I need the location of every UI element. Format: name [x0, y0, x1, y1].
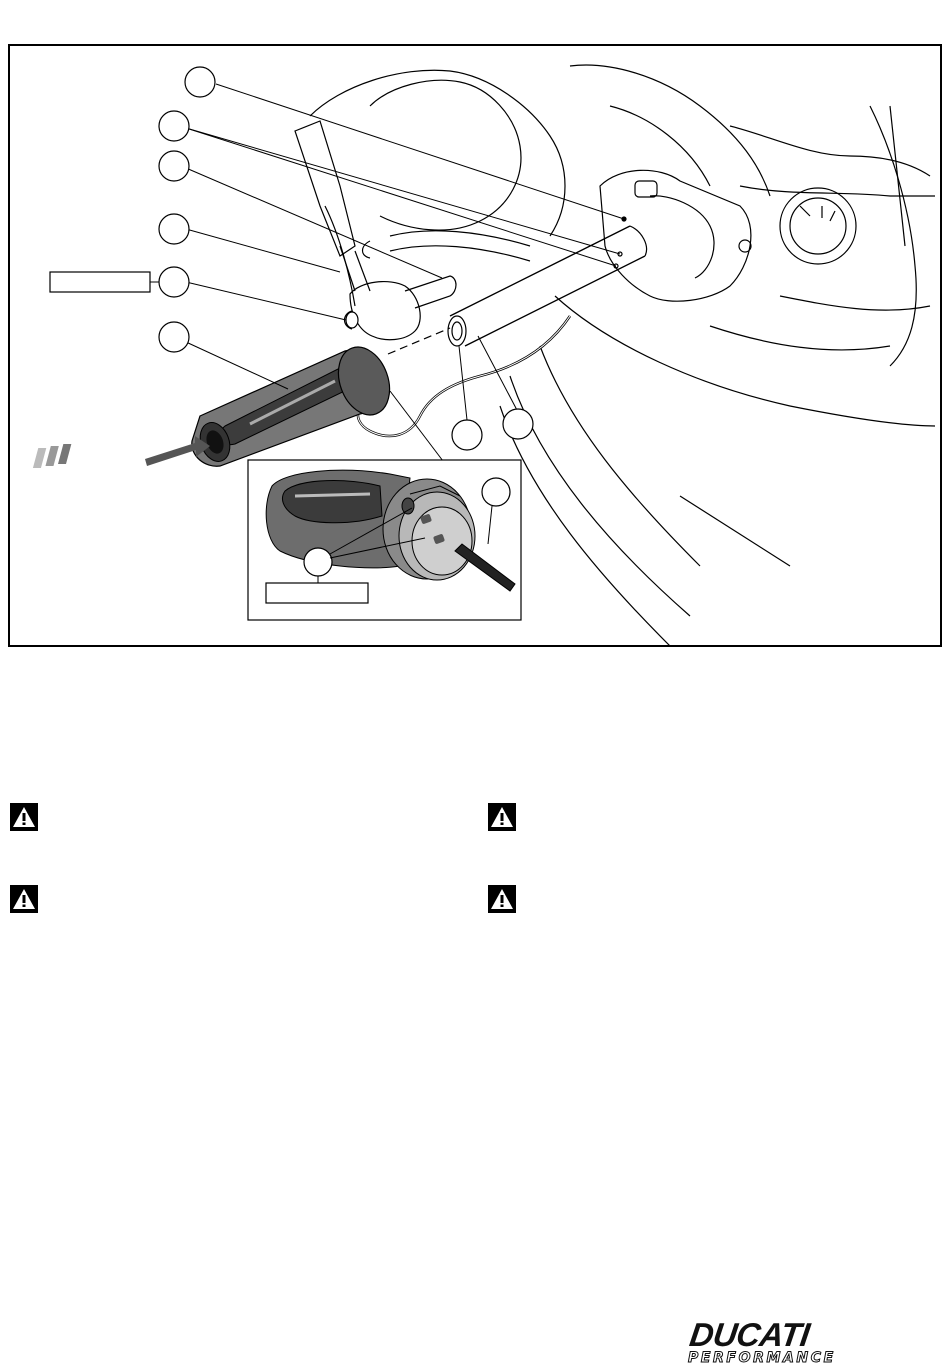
- callout-6: [159, 322, 189, 352]
- callout-2: [159, 111, 189, 141]
- label-box-left: [50, 272, 150, 292]
- insertion-arrow: [33, 436, 210, 468]
- exploded-view-drawing: [10, 46, 942, 647]
- callout-3: [159, 151, 189, 181]
- callout-7: [452, 420, 482, 450]
- logo-brand: DUCATI: [687, 1316, 812, 1353]
- callout-9: [482, 478, 510, 506]
- logo-sub: PERFORMANCE: [688, 1350, 836, 1366]
- warning-triangle-icon: [10, 803, 38, 831]
- callout-8: [503, 409, 533, 439]
- warning-triangle-icon: [488, 885, 516, 913]
- ducati-performance-logo: [688, 1318, 928, 1364]
- callout-10: [304, 548, 332, 576]
- callout-4: [159, 214, 189, 244]
- warning-triangle-icon: [10, 885, 38, 913]
- warning-triangle-icon: [488, 803, 516, 831]
- callout-5: [159, 267, 189, 297]
- figure-frame: [8, 44, 942, 647]
- callout-1: [185, 67, 215, 97]
- label-box-inset: [266, 583, 368, 603]
- inset-detail: [248, 460, 521, 620]
